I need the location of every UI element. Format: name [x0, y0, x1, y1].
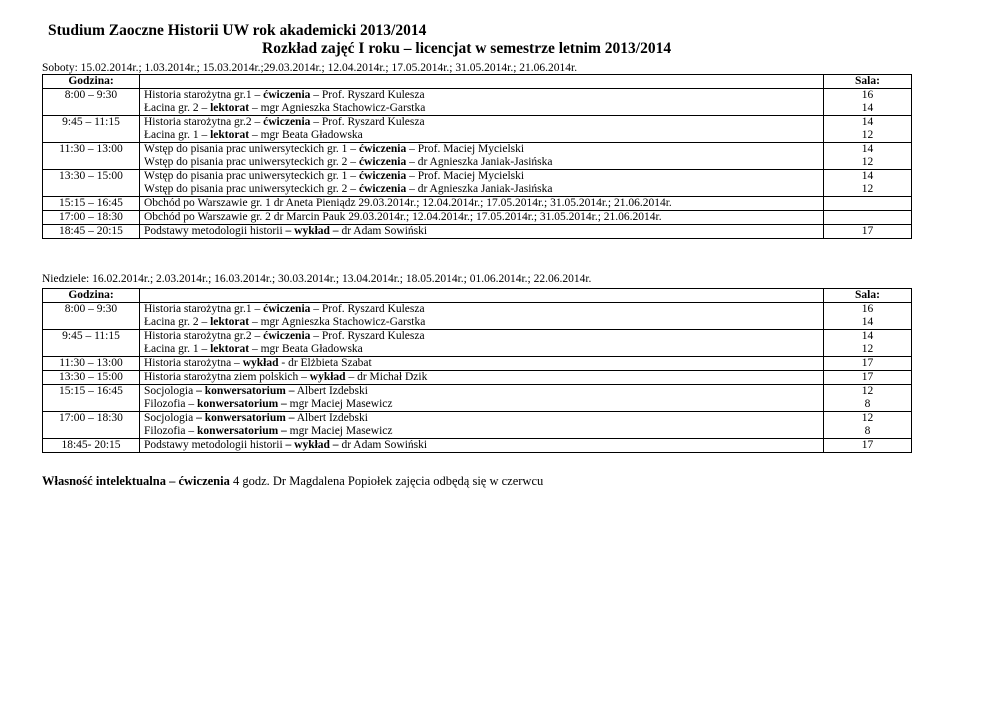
course-cell — [140, 385, 824, 399]
course-cell — [140, 343, 824, 357]
course-type: ćwiczenia — [263, 330, 311, 342]
table-row — [43, 170, 912, 184]
course-cell — [140, 316, 824, 330]
room-cell: 8 — [824, 425, 912, 439]
table-row — [43, 211, 912, 225]
table-row — [43, 371, 912, 385]
course-text: Wstęp do pisania prac uniwersyteckich gr. 2 – — [144, 156, 359, 168]
course-text: Historia starożytna gr.2 – — [144, 116, 264, 128]
course-instructor: – Prof. Ryszard Kulesza — [310, 330, 425, 342]
course-instructor: – mgr Beata Gładowska — [249, 343, 363, 355]
room-cell: 17 — [824, 439, 912, 453]
time-cell: 15:15 – 16:45 — [43, 197, 140, 211]
course-text: Historia starożytna ziem polskich – — [144, 371, 310, 383]
table-row — [43, 143, 912, 157]
course-instructor: – Prof. Maciej Mycielski — [406, 170, 525, 182]
course-type: ćwiczenia — [358, 156, 407, 168]
footer-note — [42, 474, 543, 489]
room-cell: 14 — [824, 316, 912, 330]
course-instructor: dr Adam Sowiński — [338, 439, 428, 451]
course-cell — [140, 211, 824, 225]
table-row — [43, 412, 912, 426]
course-instructor: – mgr Beata Gładowska — [249, 129, 363, 141]
room-cell: 12 — [824, 129, 912, 143]
course-instructor: – Prof. Ryszard Kulesza — [310, 303, 425, 315]
course-type: lektorat — [210, 316, 250, 328]
course-text: Podstawy metodologii historii — [144, 439, 286, 451]
room-cell: 12 — [824, 412, 912, 426]
course-type: konwersatorium – — [197, 398, 290, 410]
course-type: lektorat — [210, 129, 250, 141]
column-header-course — [140, 289, 824, 303]
time-cell: 9:45 – 11:15 — [43, 330, 140, 344]
course-cell — [140, 170, 824, 184]
course-type: wykład — [242, 357, 279, 369]
course-text: Socjologia — [144, 385, 197, 397]
room-cell: 12 — [824, 385, 912, 399]
room-cell: 16 — [824, 303, 912, 317]
time-cell: 17:00 – 18:30 — [43, 412, 140, 426]
time-cell — [43, 183, 140, 197]
room-cell: 8 — [824, 398, 912, 412]
course-type: ćwiczenia — [263, 116, 311, 128]
course-text: Wstęp do pisania prac uniwersyteckich gr. 1 – — [144, 143, 359, 155]
time-cell: 18:45- 20:15 — [43, 439, 140, 453]
time-cell — [43, 425, 140, 439]
room-cell: 12 — [824, 183, 912, 197]
course-cell — [140, 183, 824, 197]
table-row — [43, 425, 912, 439]
table-row — [43, 385, 912, 399]
table-row — [43, 89, 912, 103]
course-type: ćwiczenia — [358, 170, 407, 182]
course-instructor: – Prof. Ryszard Kulesza — [310, 89, 425, 101]
time-cell — [43, 343, 140, 357]
course-cell — [140, 197, 824, 211]
table-row — [43, 102, 912, 116]
course-cell — [140, 303, 824, 317]
time-cell — [43, 316, 140, 330]
room-cell: 14 — [824, 116, 912, 130]
course-instructor: dr Adam Sowiński — [338, 225, 428, 237]
course-instructor: – dr Agnieszka Janiak-Jasińska — [406, 156, 553, 168]
table-row — [43, 398, 912, 412]
course-text: Socjologia — [144, 412, 197, 424]
course-type: konwersatorium – — [197, 425, 290, 437]
course-instructor: Albert Izdebski — [294, 385, 368, 397]
time-cell: 13:30 – 15:00 — [43, 371, 140, 385]
table-header-row — [43, 289, 912, 303]
time-cell: 11:30 – 13:00 — [43, 143, 140, 157]
column-header-room: Sala: — [824, 289, 912, 303]
course-text: Filozofia – — [144, 398, 198, 410]
time-cell: 8:00 – 9:30 — [43, 303, 140, 317]
course-type: – wykład – — [285, 439, 339, 451]
course-cell — [140, 398, 824, 412]
time-cell: 13:30 – 15:00 — [43, 170, 140, 184]
table-row — [43, 316, 912, 330]
course-type: ćwiczenia — [358, 183, 407, 195]
footer-note-rest: 4 godz. Dr Magdalena Popiołek zajęcia odbędą się w czerwcu — [229, 474, 544, 488]
time-cell — [43, 129, 140, 143]
room-cell: 16 — [824, 89, 912, 103]
course-text: Łacina gr. 2 – — [144, 102, 211, 114]
room-cell: 14 — [824, 330, 912, 344]
course-text: Historia starożytna – — [144, 357, 243, 369]
course-cell — [140, 330, 824, 344]
time-cell: 15:15 – 16:45 — [43, 385, 140, 399]
course-cell — [140, 425, 824, 439]
course-text: Obchód po Warszawie gr. 1 dr Aneta Pieniądz 29.03.2014r.; 12.04.2014r.; 17.05.2014r.; 31.05.2014r.; 21.06.2014r. — [144, 197, 672, 209]
course-cell — [140, 412, 824, 426]
course-text: Łacina gr. 2 – — [144, 316, 211, 328]
sunday-schedule-table — [42, 288, 912, 453]
sunday-dates: Niedziele: 16.02.2014r.; 2.03.2014r.; 16.03.2014r.; 30.03.2014r.; 13.04.2014r.; 18.05.2014r.; 01.06.2014r.; 22.06.2014r. — [42, 273, 592, 285]
course-instructor: – Prof. Maciej Mycielski — [406, 143, 525, 155]
course-text: Wstęp do pisania prac uniwersyteckich gr. 1 – — [144, 170, 359, 182]
course-text: Historia starożytna gr.2 – — [144, 330, 264, 342]
saturday-schedule-table — [42, 74, 912, 239]
course-type: lektorat — [210, 102, 250, 114]
table-row — [43, 225, 912, 239]
table-row — [43, 129, 912, 143]
course-type: ćwiczenia — [263, 303, 311, 315]
footer-note-bold: Własność intelektualna – ćwiczenia — [42, 474, 230, 488]
course-text: Filozofia – — [144, 425, 198, 437]
table-row — [43, 156, 912, 170]
table-header-row — [43, 75, 912, 89]
course-type: – wykład – — [285, 225, 339, 237]
room-cell — [824, 211, 912, 225]
course-instructor: Albert Izdebski — [294, 412, 368, 424]
saturday-dates: Soboty: 15.02.2014r.; 1.03.2014r.; 15.03.2014r.;29.03.2014r.; 12.04.2014r.; 17.05.2014r.; 31.05.2014r.; 21.06.2014r. — [42, 62, 578, 74]
time-cell: 9:45 – 11:15 — [43, 116, 140, 130]
document-subtitle: Rozkład zajęć I roku – licencjat w semestrze letnim 2013/2014 — [262, 40, 672, 57]
room-cell — [824, 197, 912, 211]
course-instructor: mgr Maciej Masewicz — [289, 398, 393, 410]
course-cell — [140, 116, 824, 130]
course-cell — [140, 225, 824, 239]
table-row — [43, 183, 912, 197]
time-cell: 11:30 – 13:00 — [43, 357, 140, 371]
room-cell: 12 — [824, 156, 912, 170]
course-instructor: – Prof. Ryszard Kulesza — [310, 116, 425, 128]
table-row — [43, 330, 912, 344]
room-cell: 17 — [824, 357, 912, 371]
column-header-time: Godzina: — [43, 75, 140, 89]
course-cell — [140, 143, 824, 157]
time-cell — [43, 102, 140, 116]
time-cell: 8:00 – 9:30 — [43, 89, 140, 103]
column-header-room: Sala: — [824, 75, 912, 89]
course-instructor: mgr Maciej Masewicz — [289, 425, 393, 437]
table-row — [43, 357, 912, 371]
course-type: wykład — [309, 371, 346, 383]
course-text: Historia starożytna gr.1 – — [144, 89, 264, 101]
course-instructor: – mgr Agnieszka Stachowicz-Garstka — [249, 102, 426, 114]
room-cell: 17 — [824, 225, 912, 239]
course-type: – konwersatorium – — [196, 412, 295, 424]
course-cell — [140, 102, 824, 116]
course-type: lektorat — [210, 343, 250, 355]
course-instructor: – mgr Agnieszka Stachowicz-Garstka — [249, 316, 426, 328]
course-cell — [140, 357, 824, 371]
room-cell: 14 — [824, 102, 912, 116]
course-cell — [140, 129, 824, 143]
column-header-time: Godzina: — [43, 289, 140, 303]
table-row — [43, 303, 912, 317]
room-cell: 12 — [824, 343, 912, 357]
table-row — [43, 197, 912, 211]
course-text: Wstęp do pisania prac uniwersyteckich gr. 2 – — [144, 183, 359, 195]
course-cell — [140, 156, 824, 170]
course-text: Obchód po Warszawie gr. 2 dr Marcin Pauk 29.03.2014r.; 12.04.2014r.; 17.05.2014r.; 31.05.2014r.; 21.06.2014r. — [144, 211, 662, 223]
document-title: Studium Zaoczne Historii UW rok akademicki 2013/2014 — [48, 22, 427, 39]
course-type: ćwiczenia — [263, 89, 311, 101]
table-row — [43, 116, 912, 130]
table-row — [43, 439, 912, 453]
course-type: – konwersatorium – — [196, 385, 295, 397]
column-header-course — [140, 75, 824, 89]
course-text: Historia starożytna gr.1 – — [144, 303, 264, 315]
course-text: Podstawy metodologii historii — [144, 225, 286, 237]
time-cell — [43, 398, 140, 412]
table-row — [43, 343, 912, 357]
time-cell: 18:45 – 20:15 — [43, 225, 140, 239]
course-cell — [140, 371, 824, 385]
room-cell: 17 — [824, 371, 912, 385]
room-cell: 14 — [824, 143, 912, 157]
course-instructor: - dr Elżbieta Szabat — [278, 357, 372, 369]
course-instructor: – dr Michał Dzik — [345, 371, 428, 383]
room-cell: 14 — [824, 170, 912, 184]
course-cell — [140, 439, 824, 453]
course-text: Łacina gr. 1 – — [144, 129, 211, 141]
time-cell — [43, 156, 140, 170]
course-text: Łacina gr. 1 – — [144, 343, 211, 355]
course-type: ćwiczenia — [358, 143, 407, 155]
course-cell — [140, 89, 824, 103]
time-cell: 17:00 – 18:30 — [43, 211, 140, 225]
course-instructor: – dr Agnieszka Janiak-Jasińska — [406, 183, 553, 195]
